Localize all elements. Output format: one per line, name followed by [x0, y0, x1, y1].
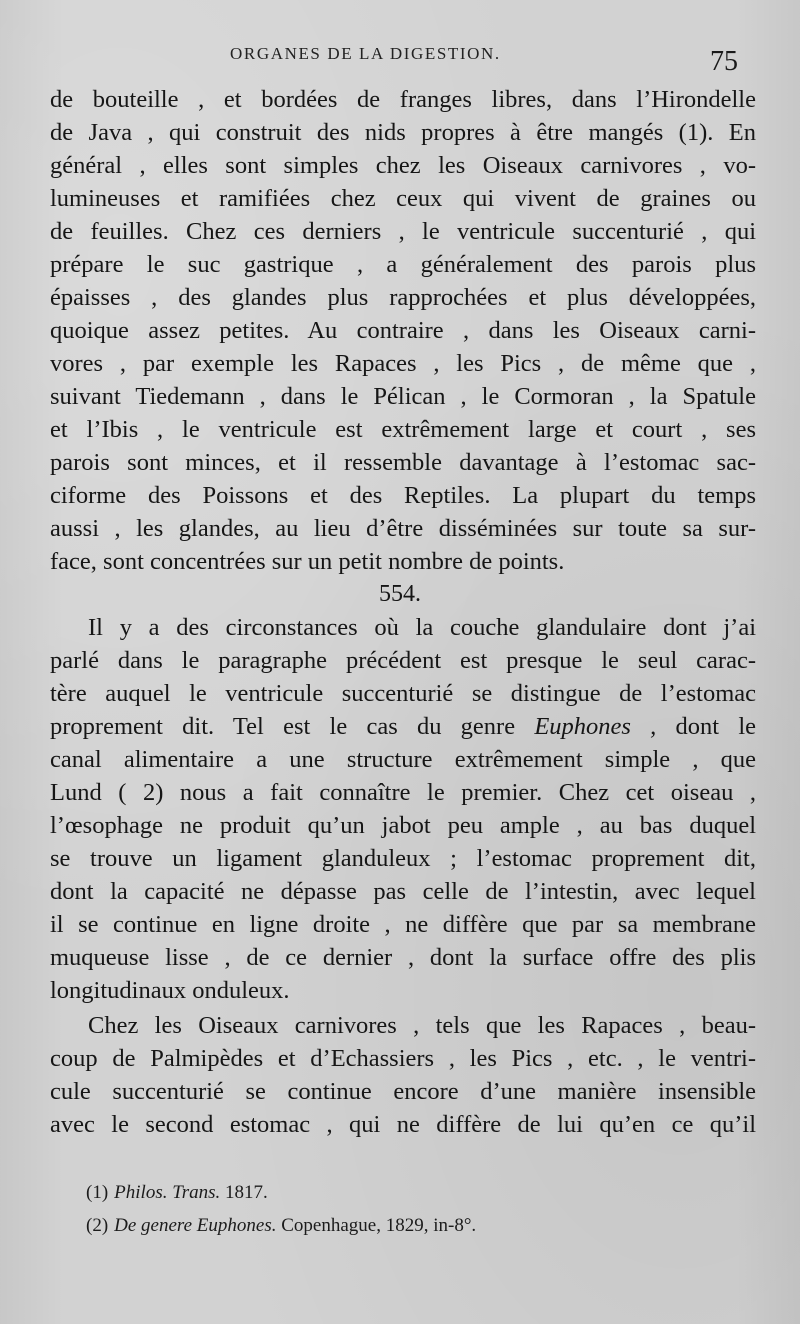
text-line: ciforme des Poissons et des Reptiles. La plupart du temps — [50, 482, 756, 509]
footnote-detail: Copenhague, 1829, in-8°. — [276, 1215, 477, 1236]
footnote-2 — [86, 1214, 476, 1238]
text-line: parlé dans le paragraphe précédent est presque le seul carac- — [50, 647, 756, 674]
text-line: face, sont concentrées sur un petit nombre de points. — [50, 548, 565, 575]
text-line: l’œsophage ne produit qu’un jabot peu ample , au bas duquel — [50, 812, 756, 839]
text-line: vores , par exemple les Rapaces , les Pics , de même que , — [50, 350, 756, 377]
text-line: épaisses , des glandes plus rapprochées et plus développées, — [50, 284, 756, 311]
footnote-title: De genere Euphones. — [114, 1215, 277, 1236]
text-line: de Java , qui construit des nids propres à être mangés (1). En — [50, 119, 756, 146]
genus-name: Euphones , — [534, 713, 657, 740]
text-line: et l’Ibis , le ventricule est extrêmement large et court , ses — [50, 416, 756, 443]
running-head: ORGANES DE LA DIGESTION. — [230, 44, 501, 63]
text-line: Il y a des circonstances où la couche glandulaire dont j’ai — [88, 614, 756, 641]
text-line: longitudinaux onduleux. — [50, 977, 290, 1004]
text-line: de feuilles. Chez ces derniers , le ventricule succenturié , qui — [50, 218, 756, 245]
text-line: parois sont minces, et il ressemble davantage à l’estomac sac- — [50, 449, 756, 476]
text-line: tère auquel le ventricule succenturié se distingue de l’estomac — [50, 680, 756, 707]
footnote-mark: (1) — [86, 1182, 109, 1203]
text-line: cule succenturié se continue encore d’une manière insensible — [50, 1078, 756, 1105]
section-number: 554. — [379, 581, 421, 607]
text-line: avec le second estomac , qui ne diffère de lui qu’en ce qu’il — [50, 1111, 756, 1138]
text-span: proprement dit. Tel est le cas du genre — [50, 713, 516, 740]
text-line: canal alimentaire a une structure extrêmement simple , que — [50, 746, 756, 773]
text-line: Chez les Oiseaux carnivores , tels que les Rapaces , beau- — [88, 1012, 756, 1039]
text-line: prépare le suc gastrique , a généralement des parois plus — [50, 251, 756, 278]
footnote-mark: (2) — [86, 1215, 109, 1236]
text-line: aussi , les glandes, au lieu d’être disséminées sur toute sa sur- — [50, 515, 756, 542]
footnote-title: Philos. Trans. — [114, 1182, 221, 1203]
footnote-detail: 1817. — [220, 1182, 268, 1203]
text-line: quoique assez petites. Au contraire , dans les Oiseaux carni- — [50, 317, 756, 344]
text-line: général , elles sont simples chez les Oiseaux carnivores , vo- — [50, 152, 756, 179]
footnote-1 — [86, 1181, 268, 1205]
text-line: muqueuse lisse , de ce dernier , dont la surface offre des plis — [50, 944, 756, 971]
text-line: coup de Palmipèdes et d’Echassiers , les Pics , etc. , le ventri- — [50, 1045, 756, 1072]
text-line: il se continue en ligne droite , ne diffère que par sa membrane — [50, 911, 756, 938]
page-number: 75 — [710, 46, 738, 77]
text-line: Lund ( 2) nous a fait connaître le premier. Chez cet oiseau , — [50, 779, 756, 806]
text-line: de bouteille , et bordées de franges libres, dans l’Hirondelle — [50, 86, 756, 113]
text-span: dont le — [675, 713, 756, 740]
text-line: lumineuses et ramifiées chez ceux qui vivent de graines ou — [50, 185, 756, 212]
text-line: suivant Tiedemann , dans le Pélican , le Cormoran , la Spatule — [50, 383, 756, 410]
text-line: se trouve un ligament glanduleux ; l’estomac proprement dit, — [50, 845, 756, 872]
text-line: dont la capacité ne dépasse pas celle de l’intestin, avec lequel — [50, 878, 756, 905]
text-line — [50, 711, 756, 743]
